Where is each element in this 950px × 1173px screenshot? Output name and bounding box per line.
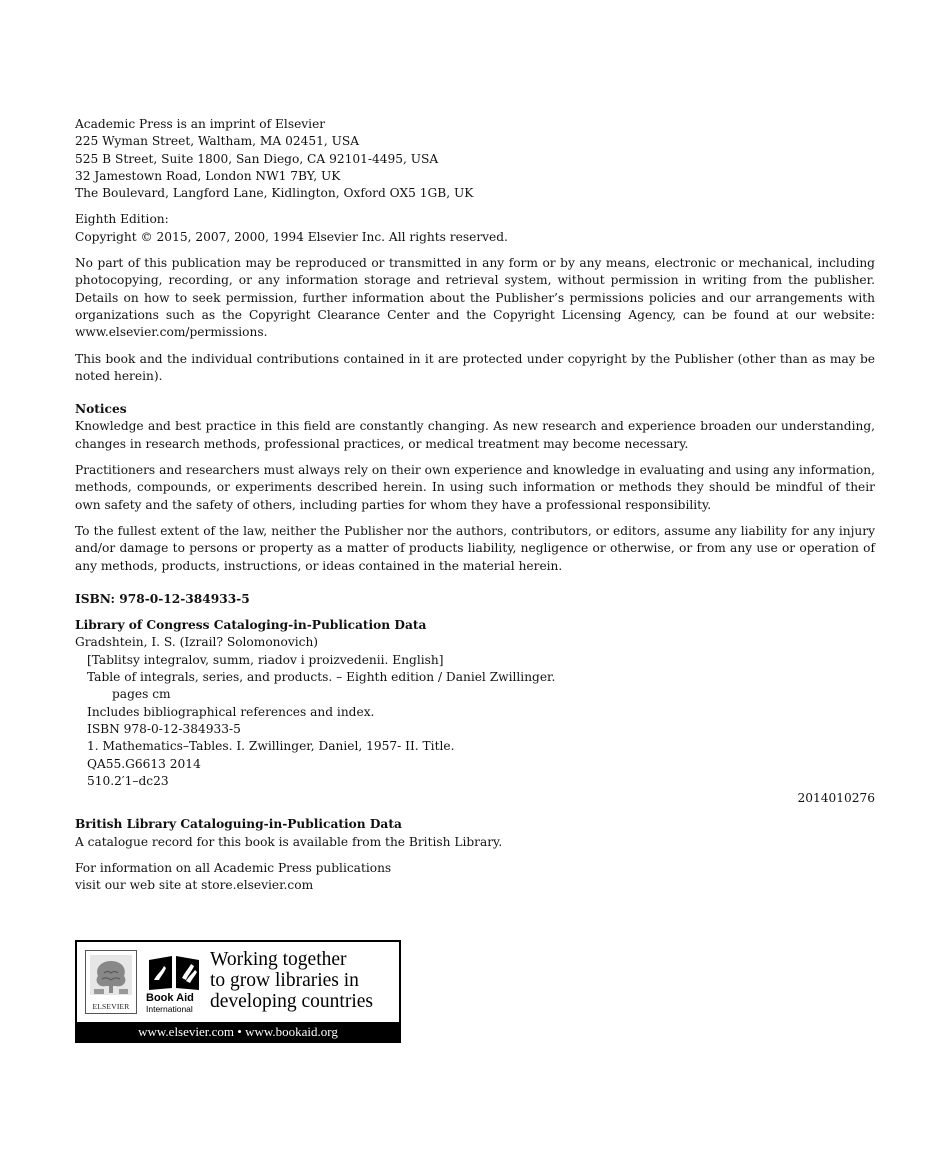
address-line: The Boulevard, Langford Lane, Kidlington, Oxford OX5 1GB, UK: [75, 186, 474, 201]
book-aid-subtitle: International: [146, 1004, 193, 1014]
address-line: 225 Wyman Street, Waltham, MA 02451, USA: [75, 134, 360, 149]
rights-paragraph: No part of this publication may be reproduced or transmitted in any form or by any means, electronic or mechanical, including photocopying, recording, or any information storage and retrieval system, without permission in writing from the publisher. Details on how to seek permission, further information about the Publisher’s permissions policies and our arrangements with organizations such as the Copyright Clearance Center and the Copyright Licensing Agency, can be found at our website: www.elsevier.com/permissions.: [75, 256, 875, 340]
british-heading: British Library Cataloguing-in-Publication Data: [75, 817, 402, 832]
open-book-hands-icon: [146, 950, 202, 992]
isbn: ISBN: 978-0-12-384933-5: [75, 591, 250, 606]
badge-slogan: [210, 949, 373, 1012]
loc-heading: Library of Congress Cataloging-in-Publication Data: [75, 618, 427, 633]
elsevier-logo: [85, 950, 137, 1014]
badge-footer: www.elsevier.com • www.bookaid.org: [77, 1022, 399, 1041]
slogan-line: developing countries: [210, 991, 373, 1012]
publisher-address: [75, 116, 875, 202]
loc-subjects: 1. Mathematics–Tables. I. Zwillinger, Daniel, 1957- II. Title.: [87, 739, 455, 754]
elsevier-wordmark: ELSEVIER: [92, 1002, 130, 1011]
rights-paragraph: This book and the individual contributions contained in it are protected under copyright by the Publisher (other than as may be noted herein).: [75, 351, 875, 383]
info-line: For information on all Academic Press publications: [75, 860, 392, 875]
info-line: visit our web site at store.elsevier.com: [75, 878, 314, 893]
badge-content: [77, 942, 399, 1022]
loc-callnumber: QA55.G6613 2014: [87, 756, 201, 771]
loc-pages: pages cm: [112, 687, 171, 702]
notices-paragraph: Knowledge and best practice in this field are constantly changing. As new research and experience broaden our understanding, changes in research methods, professional practices, or medical treatment may become necessary.: [75, 419, 875, 451]
elsevier-tree-icon: [86, 951, 136, 1001]
book-aid-wordmark: Book Aid: [146, 992, 194, 1004]
loc-isbn: ISBN 978-0-12-384933-5: [87, 721, 241, 736]
edition-label: Eighth Edition:: [75, 212, 169, 227]
notices-paragraph: Practitioners and researchers must always rely on their own experience and knowledge in evaluating and using any information, methods, compounds, or experiments described herein. In using such information or methods they should be mindful of their own safety and the safety of others, including parties for whom they have a professional responsibility.: [75, 463, 875, 512]
loc-uniform-title: [Tablitsy integralov, summ, riadov i proizvedenii. English]: [87, 652, 444, 667]
book-aid-logo: [146, 950, 202, 1016]
address-line: 525 B Street, Suite 1800, San Diego, CA 92101-4495, USA: [75, 151, 439, 166]
loc-dewey: 510.2′1–dc23: [87, 773, 169, 788]
notices-paragraph: To the fullest extent of the law, neither the Publisher nor the authors, contributors, or editors, assume any liability for any injury and/or damage to persons or property as a matter of products liability, negligence or otherwise, or from any use or operation of any methods, products, instructions, or ideas contained in the material herein.: [75, 523, 875, 573]
notices-heading: Notices: [75, 402, 127, 417]
slogan-line: Working together: [210, 949, 347, 970]
loc-lccn: 2014010276: [797, 791, 875, 806]
slogan-line: to grow libraries in: [210, 970, 359, 991]
loc-author: Gradshtein, I. S. (Izrail? Solomonovich): [75, 635, 319, 650]
book-aid-badge: [75, 940, 401, 1043]
copyright-page: [75, 116, 875, 895]
british-text: A catalogue record for this book is available from the British Library.: [75, 834, 503, 849]
loc-includes: Includes bibliographical references and index.: [87, 704, 375, 719]
loc-title: Table of integrals, series, and products. – Eighth edition / Daniel Zwillinger.: [87, 670, 556, 685]
address-line: 32 Jamestown Road, London NW1 7BY, UK: [75, 168, 341, 183]
copyright-line: Copyright © 2015, 2007, 2000, 1994 Elsevier Inc. All rights reserved.: [75, 229, 508, 244]
address-line: Academic Press is an imprint of Elsevier: [75, 117, 326, 131]
loc-cataloging: [75, 617, 875, 807]
